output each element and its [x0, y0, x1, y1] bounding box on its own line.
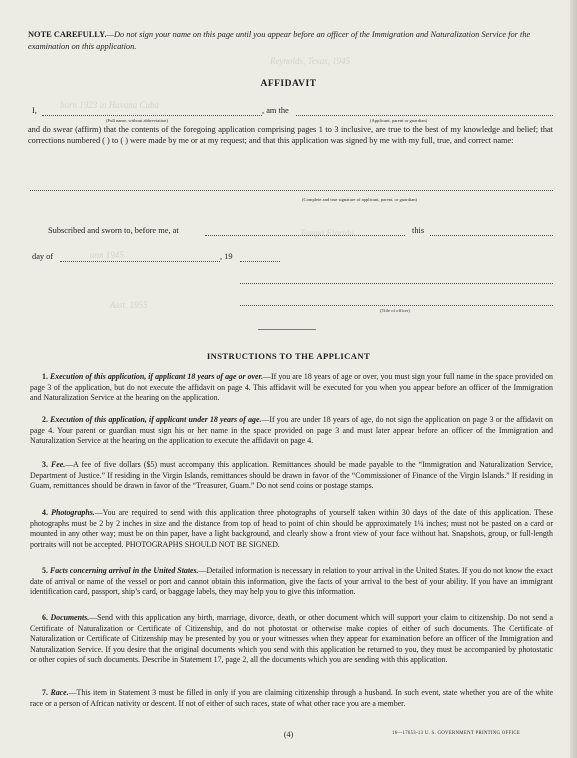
instruction-number: 1. — [42, 372, 48, 381]
bleed-through-text: Asst. 1955 — [110, 300, 148, 310]
note-text: —Do not sign your name on this page until you appear before an officer of the Immigration and Naturalization Service for the examination on this application. — [28, 30, 531, 51]
instruction-heading: Documents. — [50, 613, 90, 622]
instruction-heading: Photographs. — [51, 508, 95, 517]
section-divider — [258, 329, 316, 330]
instruction-number: 7. — [42, 688, 48, 697]
officer-title-line — [240, 305, 553, 306]
page-edge — [570, 0, 577, 758]
instruction-item-4 — [30, 508, 553, 550]
year-field — [240, 261, 280, 262]
am-the-label: , am the — [262, 106, 289, 115]
note-label: NOTE CAREFULLY. — [28, 30, 107, 39]
subscribed-day-field — [430, 235, 553, 236]
bleed-through-text: Tampa Florida — [300, 228, 354, 238]
instruction-text: —If you are under 18 years of age, do not sign the application on page 3 or the affidavit on page 4. Your parent or guardian must sign his or her name in the space provided on page 3 and must later appear before an officer of the Immigration and Naturalization Service at the hearing on the application to execute the affidavit on page 4. — [30, 415, 553, 446]
instructions-title: INSTRUCTIONS TO THE APPLICANT — [206, 351, 371, 361]
affiant-role-field — [296, 115, 553, 116]
instruction-item-3 — [30, 460, 553, 492]
applicant-signature-line — [30, 190, 553, 191]
instruction-number: 5. — [42, 566, 48, 575]
affiant-name-field — [42, 115, 262, 116]
month-field — [60, 261, 220, 262]
instruction-item-2 — [30, 415, 553, 447]
instruction-heading: Execution of this application, if applicant under 18 years of age. — [50, 415, 262, 424]
affidavit-oath-text: and do swear (affirm) that the contents of the foregoing application comprising pages 1 to 3 inclusive, are true to the best of my knowledge and belief; that corrections numbered ( ) to ( ) were made by me or at my request; and that this application was signed by me with my full, true, and correct name: — [28, 125, 553, 146]
instruction-item-5 — [30, 566, 553, 598]
instruction-text: —A fee of five dollars ($5) must accompany this application. Remittances should be made payable to the “Immigration and Naturalization Service, Department of Justice.” If residing in the Virgin Islands, remittances should be drawn in favor of the “Commissioner of Finance of the Virgin Islands.” If residing in Guam, remittances should be drawn in favor of the “Treasurer, Guam.” Do not send coins or postage stamps. — [30, 460, 553, 491]
instruction-heading: Race. — [50, 688, 69, 697]
this-label: this — [412, 226, 425, 235]
instruction-number: 2. — [42, 415, 48, 424]
subscribed-label: Subscribed and sworn to, before me, at — [48, 226, 179, 235]
instruction-text: —You are required to send with this application three photographs of yourself taken within 30 days of the date of this application. These photographs must be 2 by 2 inches in size and the distance from top of head to point of chin should be approximately 1¼ inches; must not be pasted on a card or mounted in any other way; must be on thin paper, have a light background, and clearly show a front view of your face without hat. Snapshots, group, or full-length portraits will not be accepted. PHOTOGRAPHS SHOULD NOT BE SIGNED. — [30, 508, 553, 549]
instruction-number: 3. — [42, 460, 48, 469]
year-label: , 19 — [220, 252, 233, 261]
bleed-through-text: Reynolds, Texas, 1945 — [270, 56, 351, 66]
affidavit-title: AFFIDAVIT — [260, 79, 317, 89]
officer-signature-line — [240, 283, 553, 284]
instruction-text: —This item in Statement 3 must be filled in only if you are claiming citizenship through a husband. In such event, state whether you are of the white race or a person of African nativity or descent. If not of either of such races, state of what other race you are a member. — [30, 688, 553, 708]
caption-officer-title: (Title of officer) — [380, 308, 410, 313]
instruction-heading: Execution of this application, if applicant 18 years of age or over. — [49, 372, 264, 381]
instruction-text: —If you are 18 years of age or over, you must sign your full name in the space provided on page 3 of the application, but do not execute the affidavit on page 4. This affidavit will be executed for you when you appear before an officer of the Immigration and Naturalization Service at the hearing on the application. — [30, 372, 553, 403]
print-code: 16—17653-13 U. S. GOVERNMENT PRINTING OFFICE — [392, 731, 521, 736]
instruction-text: —Detailed information is necessary in relation to your arrival in the United States. If you do not know the exact date of arrival or name of the vessel or port and cannot obtain this information, give the facts of your arrival to the best of your ability. If you have an immigrant identification card, passport, ship’s card, or baggage labels, they may help you to give this information. — [30, 566, 553, 597]
affiant-i-label: I, — [32, 106, 37, 115]
note-carefully — [28, 29, 553, 52]
instruction-item-1 — [30, 372, 553, 404]
caption-full-name: (Full name, without abbreviation) — [106, 118, 169, 123]
caption-applicant-role: (Applicant, parent or guardian) — [370, 118, 428, 123]
instruction-text: —Send with this application any birth, marriage, divorce, death, or other document which will support your claim to citizenship. Do not send a Certificate of Naturalization or Certificate of Citizenship, and do not photostat or otherwise make copies of either of such documents. The Certificate of Naturalization or Certificate of Citizenship may be presented by you or your witnesses when they appear for examination before an officer of the Immigration and Naturalization Service. If you desire that the original documents which you send with this application be returned to you, they must be accompanied by photostatic or other copies of such documents. Describe in Statement 17, page 2, all the documents which you are sending with this application. — [30, 613, 553, 665]
instruction-heading: Fee. — [51, 460, 66, 469]
instruction-number: 4. — [42, 508, 48, 517]
bleed-through-text: born 1923 in Havana Cuba — [60, 100, 159, 110]
instruction-item-6 — [30, 613, 553, 666]
instruction-number: 6. — [42, 613, 48, 622]
caption-signature: (Complete and true signature of applicant, parent, or guardian) — [302, 197, 418, 202]
page-number: (4) — [283, 730, 294, 739]
subscribed-place-field — [205, 235, 405, 236]
instruction-heading: Facts concerning arrival in the United States. — [49, 566, 199, 575]
instruction-item-7 — [30, 688, 553, 709]
day-of-label: day of — [32, 252, 54, 261]
bleed-through-text: ann 1945 — [90, 250, 124, 260]
